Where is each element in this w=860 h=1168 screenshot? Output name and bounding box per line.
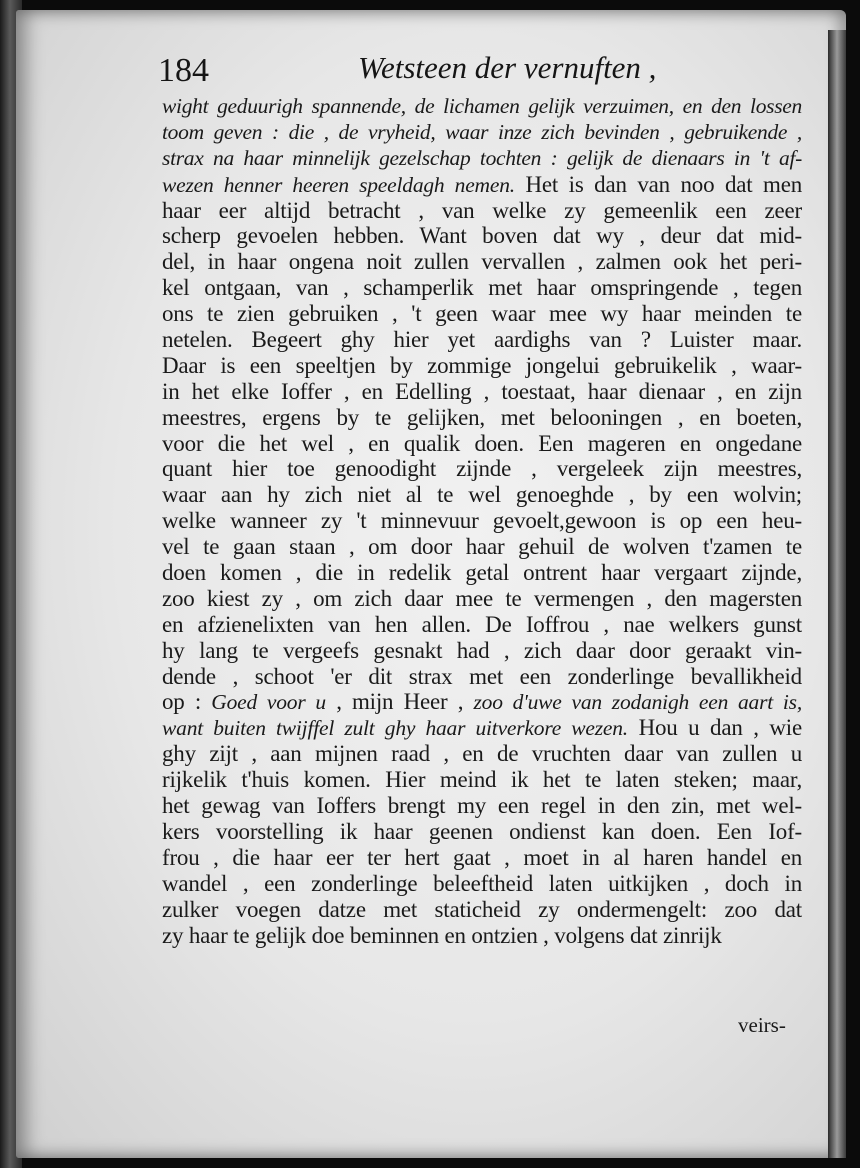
roman-segment: quant hier toe genoodight zijnde , vergeleek zijn meestres,	[162, 456, 802, 482]
roman-segment: dende , schoot 'er dit strax met een zonderlinge bevallikheid	[162, 663, 802, 689]
italic-segment: strax na haar minnelijk gezelschap tochten : gelijk de dienaars in 't af-	[162, 145, 802, 170]
roman-segment: haar eer altijd betracht , van welke zy gemeenlik een zeer	[162, 197, 802, 223]
text-line	[162, 793, 802, 819]
roman-segment: wandel , een zonderlinge beleeftheid laten uitkijken , doch in	[162, 870, 802, 896]
roman-segment: rijkelik t'huis komen. Hier meind ik het te laten steken; maar,	[162, 767, 802, 793]
roman-segment: Daar is een speeltjen by zommige jongelui gebruikelik , waar-	[162, 352, 802, 378]
text-line	[162, 146, 802, 172]
text-line	[162, 482, 802, 508]
text-line	[162, 741, 802, 767]
roman-segment: kel ontgaan, van , schamperlik met haar omspringende , tegen	[162, 275, 802, 301]
roman-segment: del, in haar ongena noit zullen vervallen , zalmen ook het peri-	[162, 249, 802, 275]
text-line	[162, 845, 802, 871]
roman-segment: zy haar te gelijk doe beminnen en ontzien , volgens dat zinrijk	[162, 922, 722, 948]
text-line	[162, 664, 802, 690]
roman-segment: scherp gevoelen hebben. Want boven dat wy , deur dat mid-	[162, 223, 802, 249]
text-line	[162, 534, 802, 560]
text-line	[162, 871, 802, 897]
text-line	[162, 586, 802, 612]
roman-segment: voor die het wel , en qualik doen. Een mageren en ongedane	[162, 430, 802, 456]
body-text	[162, 94, 802, 948]
text-line	[162, 715, 802, 741]
italic-segment: wight geduurigh spannende, de lichamen gelijk verzuimen, en den lossen	[162, 94, 802, 118]
italic-segment: Goed voor u	[211, 690, 326, 715]
text-line	[162, 120, 802, 146]
roman-segment: frou , die haar eer ter hert gaat , moet in al haren handel en	[162, 844, 802, 870]
text-line	[162, 456, 802, 482]
roman-segment: in het elke Ioffer , en Edelling , toestaat, haar dienaar , en zijn	[162, 378, 802, 404]
text-line	[162, 275, 802, 301]
text-line	[162, 379, 802, 405]
text-line	[162, 94, 802, 120]
running-head	[158, 48, 798, 88]
roman-segment: Hou u dan , wie	[627, 715, 803, 741]
text-line	[162, 638, 802, 664]
italic-segment: zoo d'uwe van zodanigh een aart is,	[473, 690, 803, 715]
italic-segment: wezen henner heeren speeldagh nemen.	[162, 172, 515, 197]
text-line	[162, 560, 802, 586]
roman-segment: doen komen , die in redelik getal ontrent haar vergaart zijnde,	[162, 560, 802, 586]
text-line	[162, 508, 802, 534]
roman-segment: zoo kiest zy , om zich daar mee te vermengen , den magersten	[162, 585, 802, 611]
roman-segment: vel te gaan staan , om door haar gehuil de wolven t'zamen te	[162, 534, 802, 560]
roman-segment: zulker voegen datze met staticheid zy ondermengelt: zoo dat	[162, 896, 802, 922]
roman-segment: ons te zien gebruiken , 't geen waar mee wy haar meinden te	[162, 301, 802, 327]
text-line	[162, 249, 802, 275]
roman-segment: , mijn Heer ,	[325, 689, 474, 715]
italic-segment: toom geven : die , de vryheid, waar inze zich bevinden , gebruikende ,	[162, 119, 802, 144]
roman-segment: kers voorstelling ik haar geenen ondienst kan doen. Een Iof-	[162, 818, 802, 844]
roman-segment: hy lang te vergeefs gesnakt had , zich daar door geraakt vin-	[162, 637, 802, 663]
italic-segment: want buiten twijffel zult ghy haar uitverkore wezen.	[162, 716, 628, 741]
text-line	[162, 431, 802, 457]
roman-segment: waar aan hy zich niet al te wel genoeghde , by een wolvin;	[162, 482, 802, 508]
text-line	[162, 301, 802, 327]
roman-segment: netelen. Begeert ghy hier yet aardighs van ? Luister maar.	[162, 327, 802, 353]
text-line	[162, 612, 802, 638]
text-line	[162, 819, 802, 845]
page-number: 184	[158, 52, 209, 89]
text-line	[162, 897, 802, 923]
text-line	[162, 353, 802, 379]
text-line	[162, 689, 802, 715]
running-title: Wetsteen der vernuften ,	[358, 50, 657, 85]
roman-segment: het gewag van Ioffers brengt my een regel in den zin, met wel-	[162, 793, 802, 819]
roman-segment: en afzienelixten van hen allen. De Ioffrou , nae welkers gunst	[162, 611, 802, 637]
roman-segment: welke wanneer zy 't minnevuur gevoelt,gewoon is op een heu-	[162, 508, 802, 534]
text-line	[162, 327, 802, 353]
page-fore-edge	[828, 30, 846, 1158]
roman-segment: meestres, ergens by te gelijken, met belooningen , en boeten,	[162, 404, 802, 430]
text-line	[162, 767, 802, 793]
text-line	[162, 223, 802, 249]
text-line	[162, 172, 802, 198]
roman-segment: Het is dan van noo dat men	[514, 171, 803, 197]
text-line	[162, 923, 802, 949]
roman-segment: ghy zijt , aan mijnen raad , en de vruchten daar van zullen u	[162, 741, 802, 767]
catchword: veirs-	[738, 1013, 786, 1037]
text-line	[162, 198, 802, 224]
text-line	[162, 405, 802, 431]
roman-segment: op :	[162, 689, 212, 715]
